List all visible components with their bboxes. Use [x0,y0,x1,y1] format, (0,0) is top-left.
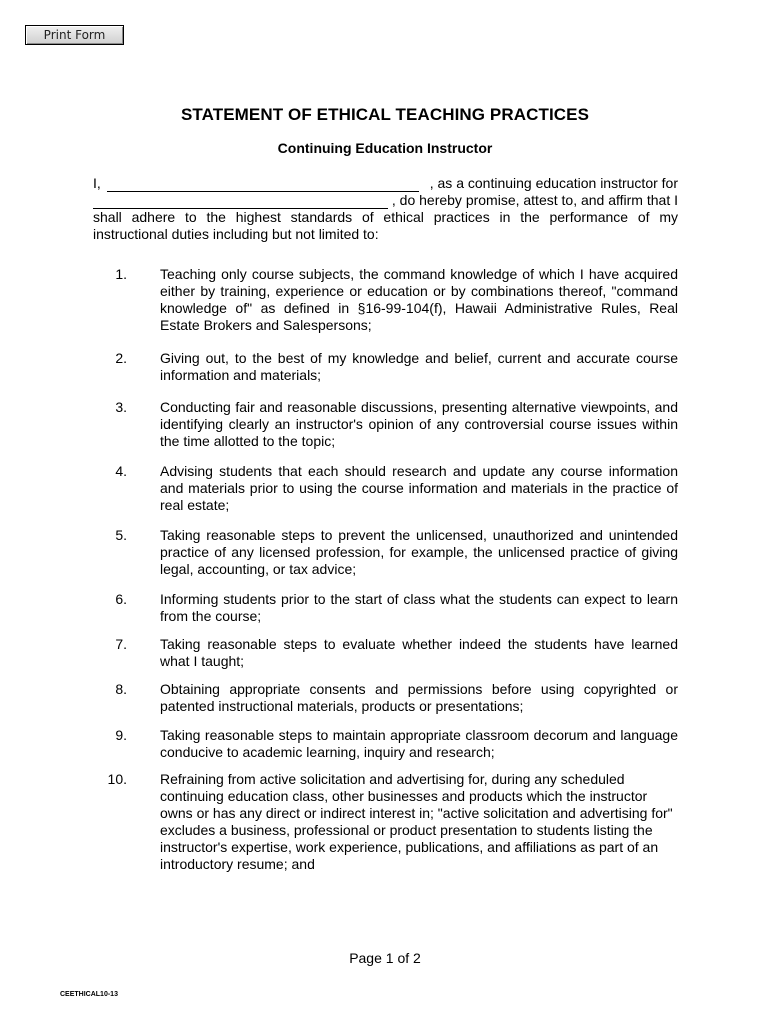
item-text: Conducting fair and reasonable discussions, presenting alternative viewpoints, and identifying clearly an instructor's opinion of any controversial course issues within the time allotted to the topic; [160,399,678,449]
intro-paragraph [93,175,678,243]
item-number: 4. [115,463,127,479]
item-number: 9. [115,727,127,743]
item-text: Giving out, to the best of my knowledge and belief, current and accurate course information and materials; [160,350,678,383]
item-text: Informing students prior to the start of class what the students can expect to learn from the course; [160,591,678,624]
print-form-button[interactable]: Print Form [25,25,124,45]
intro-text: shall adhere to the highest standards of ethical practices in the performance of my instructional duties including but not limited to: [93,209,678,242]
item-number: 8. [115,681,127,697]
document-title: STATEMENT OF ETHICAL TEACHING PRACTICES [180,105,590,124]
item-text: Teaching only course subjects, the command knowledge of which I have acquired either by training, experience or education or by combinations thereof, "command knowledge of" as defined in §16-99-104(f), Hawaii Administrative Rules, Real Estate Brokers and Salespersons; [160,266,678,333]
intro-line-1-suffix: , as a continuing education instructor for [429,175,678,191]
item-number: 1. [115,266,127,282]
document-subtitle: Continuing Education Instructor [277,140,493,156]
form-code: CEETHICAL10-13 [60,991,118,998]
item-number: 7. [115,636,127,652]
intro-prefix: I, [93,175,101,191]
item-text: Taking reasonable steps to prevent the unlicensed, unauthorized and unintended practice of any licensed profession, for example, the unlicensed practice of giving legal, accounting, or tax advice; [160,527,678,577]
item-text: Taking reasonable steps to evaluate whether indeed the students have learned what I taught; [160,636,678,669]
item-text: Obtaining appropriate consents and permissions before using copyrighted or patented instructional materials, products or presentations; [160,681,678,714]
item-number: 6. [115,591,127,607]
item-number: 2. [115,350,127,366]
provider-name-field[interactable] [93,195,388,209]
item-number: 3. [115,399,127,415]
item-number: 5. [115,527,127,543]
item-text: Refraining from active solicitation and advertising for, during any scheduled continuing education class, other businesses and products which the instructor owns or has any direct or indirect interest in; "active solicitation and advertising for" excludes a business, professional or product presentation to students listing the instructor's expertise, work experience, publications, and affiliations as part of an introductory resume; and [160,771,673,872]
intro-line-2 [93,192,678,209]
intro-line-2-suffix: , do hereby promise, attest to, and affirm that I [391,192,678,208]
item-text: Advising students that each should research and update any course information and materials prior to using the course information and materials in the practice of real estate; [160,463,678,513]
item-number: 10. [107,771,127,787]
page-number: Page 1 of 2 [349,950,421,966]
instructor-name-field[interactable] [107,178,419,192]
intro-line-1 [93,175,678,192]
item-text: Taking reasonable steps to maintain appropriate classroom decorum and language conducive to academic learning, inquiry and research; [160,727,678,760]
